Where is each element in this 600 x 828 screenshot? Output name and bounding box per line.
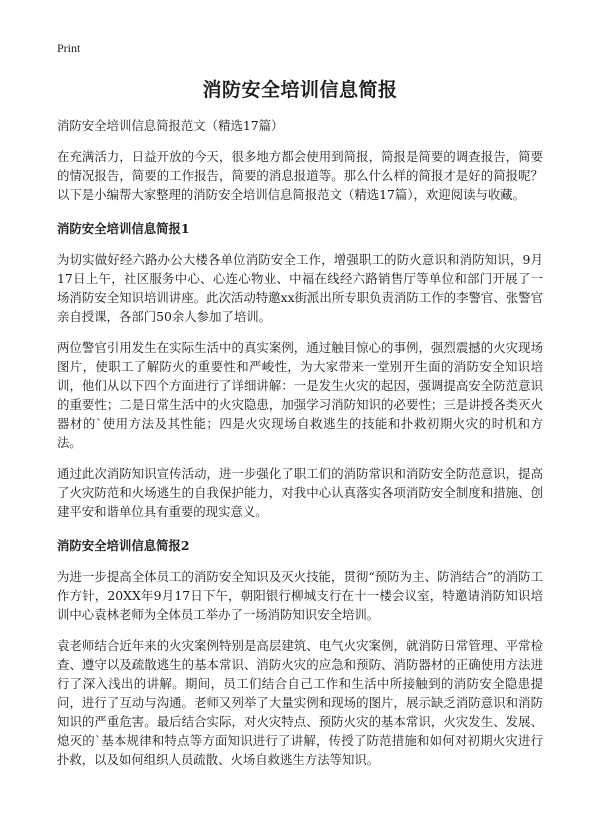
section-paragraph: 为进一步提高全体员工的消防安全知识及灭火技能，贯彻“预防为主、防消结合”的消防工作方针，20XX年9月17日下午，朝阳银行柳城支行在十一楼会议室，特邀请消防知识培训中心袁林老师为全体员工举办了一场消防知识安全培训。 <box>57 569 543 622</box>
section-paragraph: 袁老师结合近年来的火灾案例特别是高层建筑、电气火灾案例，就消防日常管理、平常检查、遵守以及疏散逃生的基本常识、消防火灾的应急和预防、消防器材的正确使用方法进行了深入浅出的讲解。期间，员工们结合自己工作和生活中所接触到的消防安全隐患提问，进行了互动与沟通。老师又列举了大量实例和现场的图片，展示缺乏消防意识和消防知识的严重危害。最后结合实际，对火灾特点、预防火灾的基本常识，火灾发生、发展、熄灭的`基本规律和特点等方面知识进行了讲解，传授了防范措施和如何对初期火灾进行扑救，以及如何组织人员疏散、火场自救逃生方法等知识。 <box>57 638 543 767</box>
section-paragraph: 为切实做好经六路办公大楼各单位消防安全工作，增强职工的防火意识和消防知识，9月17日上午，社区服务中心、心连心物业、中福在线经六路销售厅等单位和部门开展了一场消防安全知识培训讲座。此次活动特邀xx街派出所专职负责消防工作的李警官、张警官亲自授课，各部门50余人参加了培训。 <box>57 252 543 324</box>
section-paragraph: 两位警官引用发生在实际生活中的真实案例，通过触目惊心的事例，强烈震撼的火灾现场图片，使职工了解防火的重要性和严峻性，为大家带来一堂别开生面的消防安全知识培训，他们从以下四个方面进行了详细讲解：一是发生火灾的起因，强调提高安全防范意识的重要性；二是日常生活中的火灾隐患，加强学习消防知识的必要性；三是讲授各类灭火器材的`使用方法及其性能；四是火灾现场自救逃生的技能和扑救初期火灾的时机和方法。 <box>57 340 543 450</box>
print-link[interactable]: Print <box>57 41 81 55</box>
section-heading: 消防安全培训信息简报2 <box>57 538 190 553</box>
section-1 <box>57 220 543 521</box>
section-heading: 消防安全培训信息简报1 <box>57 221 190 236</box>
section-2 <box>57 537 543 769</box>
intro-paragraph: 在充满活力，日益开放的今天，很多地方都会使用到简报，简报是简要的调查报告，简要的情况报告，简要的工作报告，简要的消息报道等。那么什么样的简报才是好的简报呢？以下是小编帮大家整理的消防安全培训信息简报范文（精选17篇），欢迎阅读与收藏。 <box>57 149 543 202</box>
document-subtitle: 消防安全培训信息简报范文（精选17篇） <box>57 118 284 133</box>
section-paragraph: 通过此次消防知识宣传活动，进一步强化了职工们的消防常识和消防安全防范意识，提高了火灾防范和火场逃生的自我保护能力，对我中心认真落实各项消防安全制度和措施、创建平安和谐单位具有重要的现实意义。 <box>57 466 543 519</box>
document-title: 消防安全培训信息简报 <box>202 79 398 101</box>
